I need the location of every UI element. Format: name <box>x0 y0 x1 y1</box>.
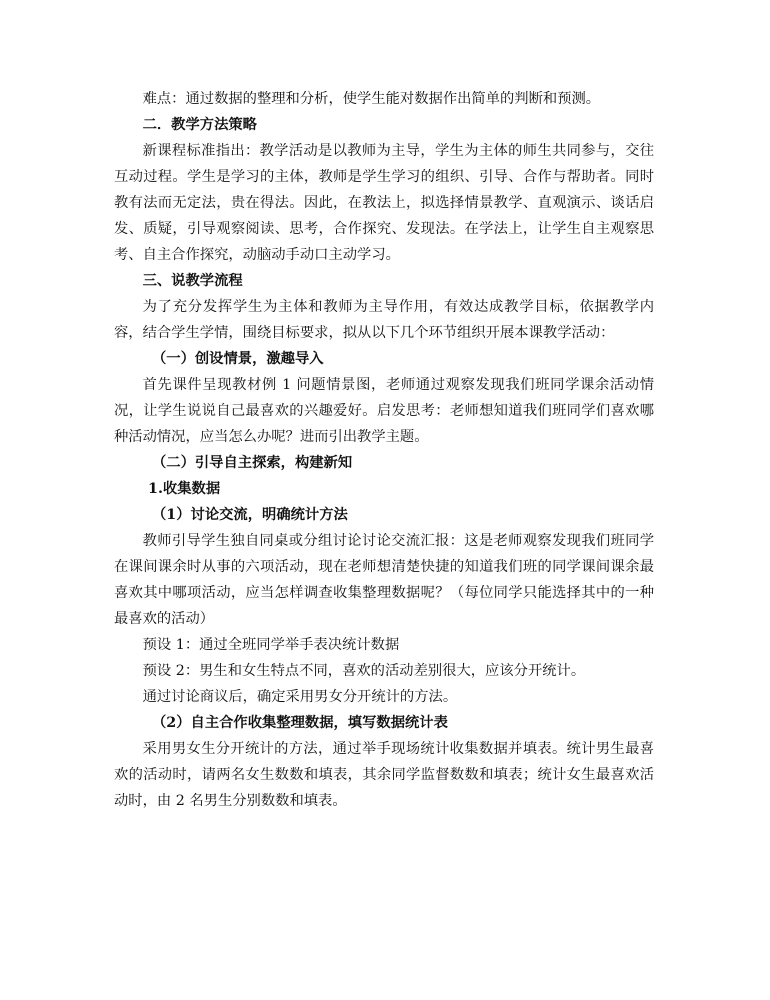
subheading-guide-exploration: （二）引导自主探索，构建新知 <box>152 455 353 471</box>
create-scene-paragraph: 首先课件呈现教材例 1 问题情景图，老师通过观察发现我们班同学课余活动情况，让学生说说自己最喜欢的兴趣爱好。启发思考：老师想知道我们班同学们喜欢哪种活动情况，应当怎么办呢？进而引出教学主题。 <box>114 377 654 445</box>
preset-2-paragraph: 预设 2：男生和女生特点不同，喜欢的活动差别很大，应该分开统计。 <box>142 663 586 679</box>
cooperative-collection-paragraph: 采用男女生分开统计的方法，通过举手现场统计收集数据并填表。统计男生最喜欢的活动时，请两名女生数数和填表，其余同学监督数数和填表；统计女生最喜欢活动时，由 2 名男生分别数数和填表。 <box>114 741 654 809</box>
subheading-create-scene: （一）创设情景，激趣导入 <box>152 351 324 367</box>
document-body <box>114 86 654 814</box>
subheading-collect-data: 1.收集数据 <box>148 481 221 497</box>
discussion-conclusion-paragraph: 通过讨论商议后，确定采用男女分开统计的方法。 <box>142 689 458 705</box>
discuss-paragraph: 教师引导学生独自同桌或分组讨论讨论交流汇报：这是老师观察发现我们班同学在课间课余时从事的六项活动，现在老师想清楚快捷的知道我们班的同学课间课余最喜欢其中哪项活动，应当怎样调查收集整理数据呢？（每位同学只能选择其中的一种最喜欢的活动） <box>114 533 654 627</box>
preset-1-paragraph: 预设 1：通过全班同学举手表决统计数据 <box>142 637 400 653</box>
teaching-process-paragraph: 为了充分发挥学生为主体和教师为主导作用，有效达成教学目标，依据教学内容，结合学生学情，围绕目标要求，拟从以下几个环节组织开展本课教学活动： <box>114 299 654 341</box>
difficulty-paragraph: 难点：通过数据的整理和分析，使学生能对数据作出简单的判断和预测。 <box>142 91 601 107</box>
subheading-discuss: （1）讨论交流，明确统计方法 <box>152 507 348 523</box>
section-heading-teaching-process: 三、说教学流程 <box>142 273 243 289</box>
section-heading-teaching-methods: 二．教学方法策略 <box>142 117 257 133</box>
subheading-cooperative-collection: （2）自主合作收集整理数据，填写数据统计表 <box>152 715 448 731</box>
teaching-methods-paragraph: 新课程标准指出：教学活动是以教师为主导，学生为主体的师生共同参与，交往互动过程。学生是学习的主体，教师是学生学习的组织、引导、合作与帮助者。同时教有法而无定法，贵在得法。因此，在教法上，拟选择情景教学、直观演示、谈话启发、质疑，引导观察阅读、思考，合作探究、发现法。在学法上，让学生自主观察思考、自主合作探究，动脑动手动口主动学习。 <box>114 143 654 263</box>
